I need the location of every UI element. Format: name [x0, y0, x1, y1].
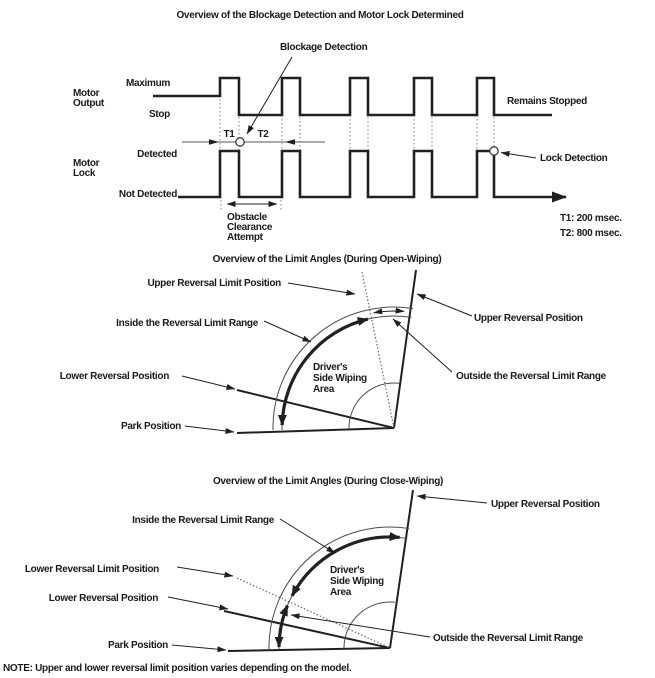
- stop-label: Stop: [148, 109, 170, 120]
- obstacle-clearance-label-3: Attempt: [227, 232, 263, 243]
- open-park-label: Park Position: [120, 421, 181, 432]
- open-outside-range-label: Outside the Reversal Limit Range: [456, 371, 606, 382]
- open-upper-limit-label: Upper Reversal Limit Position: [147, 278, 281, 289]
- t1-value-label: T1: 200 msec.: [560, 213, 622, 224]
- obstacle-clearance-label-1: Obstacle: [227, 212, 267, 223]
- t1-label: T1: [223, 129, 235, 140]
- open-area-label-2: Side Wiping: [313, 373, 367, 384]
- close-area-label-1: Driver's: [330, 565, 365, 576]
- motor-lock-label-2: Lock: [73, 168, 96, 179]
- close-wiping-title: Overview of the Limit Angles (During Close-Wiping): [212, 476, 444, 487]
- close-inside-range-label: Inside the Reversal Limit Range: [132, 515, 274, 526]
- open-inside-range-label: Inside the Reversal Limit Range: [116, 318, 258, 329]
- model-note: NOTE: Upper and lower reversal limit position varies depending on the model.: [3, 663, 352, 674]
- open-wiping-title: Overview of the Limit Angles (During Open-Wiping): [212, 254, 442, 265]
- lock-detection-point: [490, 147, 498, 155]
- open-upper-reversal-label: Upper Reversal Position: [474, 313, 583, 324]
- maximum-label: Maximum: [125, 78, 170, 89]
- motor-lock-label-1: Motor: [73, 158, 100, 169]
- open-lower-reversal-label: Lower Reversal Position: [59, 371, 169, 382]
- close-outside-range-label: Outside the Reversal Limit Range: [433, 633, 583, 644]
- motor-output-label-2: Output: [73, 98, 104, 109]
- blockage-detection-point: [236, 138, 244, 146]
- lock-detection-label: Lock Detection: [540, 153, 608, 164]
- open-area-label-3: Area: [313, 384, 335, 395]
- open-area-label-1: Driver's: [313, 362, 348, 373]
- obstacle-clearance-label-2: Clearance: [227, 222, 273, 233]
- blockage-detection-label: Blockage Detection: [280, 42, 368, 53]
- close-upper-reversal-label: Upper Reversal Position: [491, 499, 600, 510]
- timing-title: Overview of the Blockage Detection and Motor Lock Determined: [176, 10, 464, 21]
- remains-stopped-label: Remains Stopped: [507, 96, 587, 107]
- close-area-label-2: Side Wiping: [330, 576, 384, 587]
- detected-label: Detected: [137, 149, 177, 160]
- close-area-label-3: Area: [330, 587, 352, 598]
- t2-value-label: T2: 800 msec.: [560, 228, 622, 239]
- close-lower-limit-label: Lower Reversal Limit Position: [24, 564, 159, 575]
- motor-output-label-1: Motor: [73, 88, 100, 99]
- close-park-label: Park Position: [107, 640, 168, 651]
- not-detected-label: Not Detected: [118, 189, 177, 200]
- close-lower-reversal-label: Lower Reversal Position: [48, 593, 158, 604]
- t2-label: T2: [257, 129, 269, 140]
